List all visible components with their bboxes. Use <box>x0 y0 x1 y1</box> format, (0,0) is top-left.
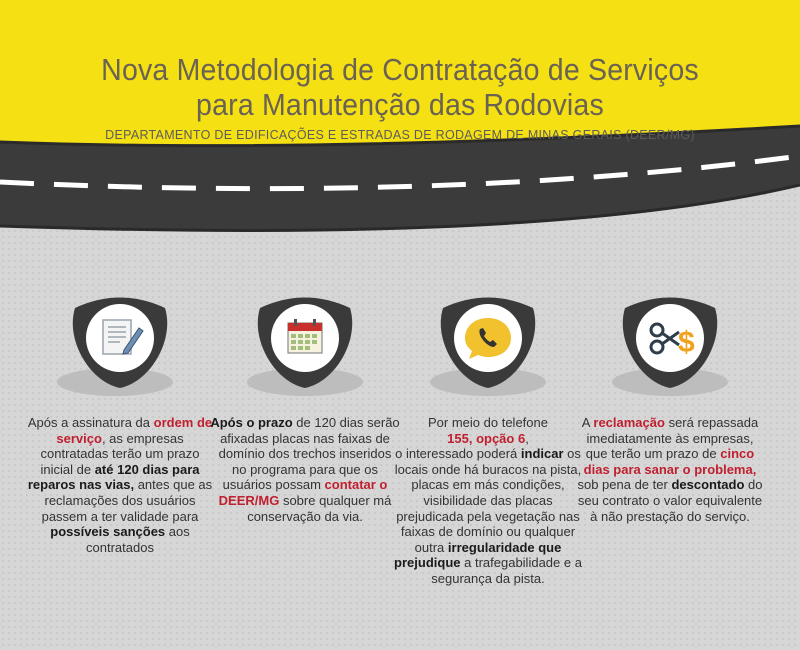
card-3-text-a: Por meio do telefone <box>428 415 548 430</box>
card-4-highlight-days: cinco dias para sanar o problema, <box>583 446 757 477</box>
card-2-text-b: sobre qualquer má conservação da via. <box>247 492 392 524</box>
card-3-text-c: os locais onde há buracos na pista, placas em más condições, visibilidade das placas prejudicada pela vegetação nas faixas de domínio ou qualquer outra <box>394 446 582 555</box>
card-3-text <box>393 415 583 587</box>
title-line-2: para Manutenção das Rodovias <box>196 87 604 122</box>
card-4-bold-discounted: descontado <box>671 477 745 493</box>
badge-4 <box>575 290 765 400</box>
card-4-text-b: será repassada imediatamente às empresas, que terão um prazo de <box>585 415 759 462</box>
badge-2 <box>210 290 400 400</box>
card-1-text-d: aos contratados <box>86 524 190 555</box>
card-2-bold-deadline: Após o prazo <box>210 415 293 430</box>
card-1-text-a: Após a assinatura da <box>27 415 150 430</box>
subtitle: DEPARTAMENTO DE EDIFICAÇÕES E ESTRADAS DE RODAGEM DE MINAS GERAIS (DEER/MG) <box>105 128 695 142</box>
badge-3 <box>393 290 583 400</box>
card-1-text <box>25 415 215 555</box>
card-1-highlight-order: ordem de serviço <box>56 415 213 446</box>
card-3-text-d: a trafegabilidade e a segurança da pista. <box>431 555 582 586</box>
card-3-bold-indicate: indicar <box>520 446 564 462</box>
card-1-text-b: , as empresas contratadas terão um prazo inicial de <box>40 430 200 477</box>
card-2-text <box>210 415 400 524</box>
card-4-text-d: do seu contrato o valor equivalente à não prestação do serviço. <box>577 477 763 524</box>
calendar-icon <box>288 319 322 353</box>
card-4-text <box>575 415 765 524</box>
card-1-bold-deadline: até 120 dias para reparos nas vias, <box>27 461 200 493</box>
card-3-highlight-phone: 155, opção 6 <box>447 430 526 446</box>
card-2-highlight-contact: contatar o DEER/MG <box>218 477 388 508</box>
card-2-text-a: de 120 dias serão afixadas placas nas faixas de domínio dos trechos inseridos no programa para que os usuários possam <box>218 415 400 493</box>
card-3-bold-irregularity: irregularidade que prejudique <box>394 539 562 571</box>
page-title <box>0 52 800 122</box>
card-4-text-a: A <box>581 415 590 430</box>
svg-text:$: $ <box>678 326 695 359</box>
card-4-text-c: sob pena de ter <box>577 477 668 493</box>
card-3-comma: , <box>525 430 529 446</box>
card-3-text-b: o interessado poderá <box>395 446 518 462</box>
badge-1 <box>25 290 215 400</box>
card-1-bold-sanctions: possíveis sanções <box>50 524 166 540</box>
card-1-text-c: antes que as reclamações dos usuários passem a ter validade para <box>41 477 213 524</box>
title-line-1: Nova Metodologia de Contratação de Serviços <box>101 52 699 87</box>
card-4-highlight-complaint: reclamação <box>593 415 665 430</box>
